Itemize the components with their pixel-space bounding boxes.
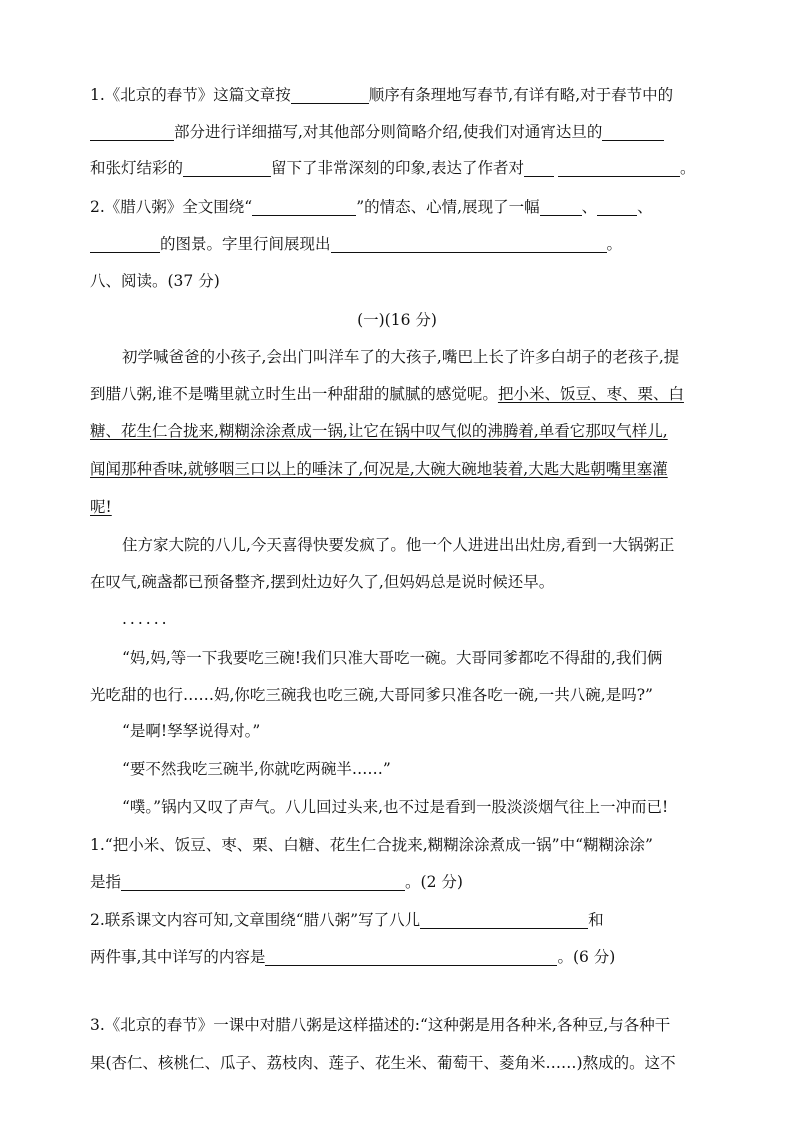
passage-p6: “噗。”锅内又叹了声气。八儿回过头来,也不过是看到一股淡淡烟气往上一冲而已! bbox=[122, 798, 669, 816]
q2-text-b: ”的情态、心情,展现了一幅 bbox=[356, 198, 540, 216]
q2-text-e: 的图景。字里行间展现出 bbox=[160, 235, 331, 253]
passage-p2-line-2: 在叹气,碗盏都已预备整齐,摆到灶边好久了,但妈妈总是说时候还早。 bbox=[90, 573, 555, 591]
underlined-text: 呢! bbox=[90, 498, 112, 516]
passage-ellipsis: ...... bbox=[122, 610, 170, 628]
rq2-line-2 bbox=[90, 946, 706, 968]
answer-blank[interactable] bbox=[540, 199, 582, 216]
passage-text: 到腊八粥,谁不是嘴里就立时生出一种甜甜的腻腻的感觉呢。 bbox=[90, 385, 498, 403]
q1-text-c: 部分进行详细描写,对其他部分则简略介绍,使我们对通宵达旦的 bbox=[174, 123, 603, 141]
rq1-text-a: 是指 bbox=[90, 873, 122, 891]
answer-blank[interactable] bbox=[183, 160, 271, 177]
rq2-text-c: 两件事,其中详写的内容是 bbox=[90, 948, 266, 966]
answer-blank[interactable] bbox=[291, 87, 369, 104]
passage-p3-line-1: “妈,妈,等一下我要吃三碗!我们只准大哥吃一碗。大哥同爹都吃不得甜的,我们俩 bbox=[122, 649, 663, 667]
passage-p1-line-1: 初学喊爸爸的小孩子,会出门叫洋车了的大孩子,嘴巴上长了许多白胡子的老孩子,提 bbox=[122, 348, 680, 366]
q2-text-f: 。 bbox=[606, 235, 623, 253]
rq3-line-2: 果(杏仁、核桃仁、瓜子、荔枝肉、莲子、花生米、葡萄干、菱角米……)熬成的。这不 bbox=[90, 1054, 676, 1072]
passage-p5: “要不然我吃三碗半,你就吃两碗半……” bbox=[122, 760, 391, 778]
q1-text-a: 1.《北京的春节》这篇文章按 bbox=[90, 86, 291, 104]
rq2-text-d: 。(6 分) bbox=[557, 948, 616, 966]
q1-text-e: 留下了非常深刻的印象,表达了作者对 bbox=[271, 159, 524, 177]
answer-blank[interactable] bbox=[252, 199, 356, 216]
q1-line-2 bbox=[90, 121, 706, 143]
answer-blank[interactable] bbox=[602, 124, 664, 141]
q1-text-b: 顺序有条理地写春节,有详有略,对于春节中的 bbox=[368, 86, 674, 104]
q1-line-1 bbox=[90, 84, 706, 106]
section-title: 八、阅读。(37 分) bbox=[90, 272, 220, 290]
passage-p1-line-2 bbox=[90, 383, 706, 405]
q2-line-2 bbox=[90, 233, 706, 255]
rq1-line-1: 1.“把小米、饭豆、枣、栗、白糖、花生仁合拢来,糊糊涂涂煮成一锅”中“糊糊涂涂” bbox=[90, 836, 653, 854]
underlined-text: 把小米、饭豆、枣、栗、白 bbox=[497, 385, 684, 403]
rq2-text-b: 和 bbox=[588, 911, 604, 929]
q2-line-1 bbox=[90, 196, 706, 218]
answer-blank[interactable] bbox=[121, 874, 405, 891]
passage-p3-line-2: 光吃甜的也行……妈,你吃三碗我也吃三碗,大哥同爹只准各吃一碗,一共八碗,是吗?” bbox=[90, 686, 653, 704]
underlined-text: 闻闻那种香味,就够咽三口以上的唾沫了,何况是,大碗大碗地装着,大匙大匙朝嘴里塞灌 bbox=[90, 460, 668, 478]
underlined-text: 糖、花生仁合拢来,糊糊涂涂煮成一锅,让它在锅中叹气似的沸腾着,单看它那叹气样儿, bbox=[90, 422, 668, 440]
answer-blank[interactable] bbox=[265, 949, 557, 966]
passage-p2-line-1: 住方家大院的八儿,今天喜得快要发疯了。他一个人进进出出灶房,看到一大锅粥正 bbox=[122, 536, 675, 554]
q2-text-c: 、 bbox=[581, 198, 598, 216]
passage-heading: (一)(16 分) bbox=[357, 311, 437, 329]
answer-blank[interactable] bbox=[420, 912, 588, 929]
q1-text-d: 和张灯结彩的 bbox=[90, 159, 184, 177]
answer-blank[interactable] bbox=[558, 160, 680, 177]
answer-blank[interactable] bbox=[90, 236, 160, 253]
passage-p4: “是啊!孥孥说得对。” bbox=[122, 722, 261, 740]
answer-blank[interactable] bbox=[597, 199, 637, 216]
rq2-text-a: 2.联系课文内容可知,文章围绕“腊八粥”写了八儿 bbox=[90, 911, 421, 929]
rq1-line-2 bbox=[90, 871, 706, 893]
answer-blank[interactable] bbox=[90, 124, 174, 141]
rq2-line-1 bbox=[90, 909, 706, 931]
q1-line-3 bbox=[90, 157, 706, 179]
q1-text-f: 。 bbox=[679, 159, 696, 177]
rq3-line-1: 3.《北京的春节》一课中对腊八粥是这样描述的:“这种粥是用各种米,各种豆,与各种干 bbox=[90, 1016, 671, 1034]
answer-blank[interactable] bbox=[331, 236, 607, 253]
rq1-text-b: 。(2 分) bbox=[405, 873, 463, 891]
answer-blank[interactable] bbox=[524, 160, 554, 177]
q2-text-a: 2.《腊八粥》全文围绕“ bbox=[90, 198, 253, 216]
q2-text-d: 、 bbox=[637, 198, 653, 216]
